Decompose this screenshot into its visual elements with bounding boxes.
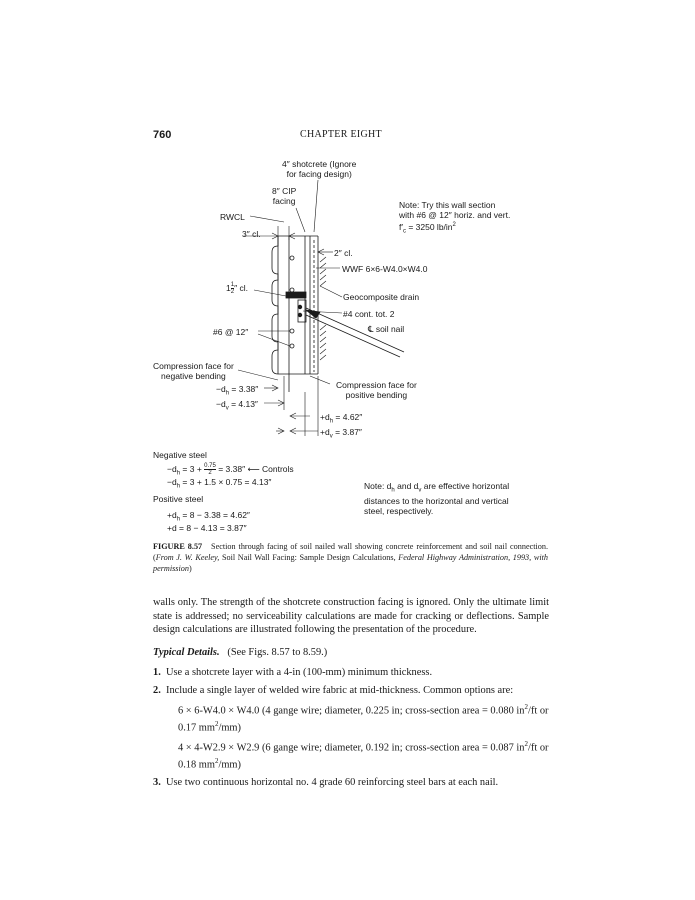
figure-caption: FIGURE 8.57 Section through facing of soil nailed wall showing concrete reinforcement and soil nail connection. (From J. W. Keeley, Soil Nail Wall Facing: Sample Design Calculations, Federal Highway Administration, 1993, with permission) [153, 542, 549, 573]
horizontal-bar [290, 256, 294, 260]
soil-hatching [320, 257, 326, 360]
list-item: 1. Use a shotcrete layer with a 4-in (100-mm) minimum thickness. [153, 667, 433, 679]
cip-facing-label: 8″ CIP facing [272, 186, 297, 206]
shotcrete-label: 4″ shotcrete (Ignore for facing design) [282, 159, 357, 179]
intro-paragraph: walls only. The strength of the shotcrete construction facing is ignored. Only the ultimate limit state is addressed; no serviceability calculations are made for cracking or deflections. Sample design calculations are illustrated following the presentation of the procedure. [153, 597, 549, 636]
soil-nail-label: ℄ soil nail [368, 324, 405, 334]
bearing-plate [286, 292, 306, 298]
body-text [153, 596, 549, 793]
one-half-clear-label: 1 $\frac{1}{2}$ ″ cl. [226, 282, 248, 295]
page-number: 760 [153, 129, 172, 141]
pos-dh-label: $+d_h = 4.62''$ [320, 412, 363, 425]
arrow-left-icon: ⟵ [247, 463, 260, 474]
negative-steel-line-2: $-d_h = 3 + 1.5 \times 0.75 = 4.13''$ [167, 477, 272, 490]
positive-steel-heading: Positive steel [153, 494, 204, 504]
cont-bar-4 [298, 305, 302, 309]
neg-dh-label: $-d_h = 3.38''$ [216, 384, 259, 397]
bar-spacing-label: #6 @ 12″ [213, 327, 249, 337]
cont-bar-label: #4 cont. tot. 2 [343, 309, 395, 319]
chapter-title: CHAPTER EIGHT [300, 129, 382, 140]
neg-dv-label: $-d_v = 4.13''$ [216, 399, 258, 412]
wall-section-note: Note: Try this wall section with #6 @ 12″ horiz. and vert. $f'_c = 3250$ $lb/in^2$ [399, 200, 511, 235]
negative-steel-line-1: $-d_h = 3$ + $\frac{0.75}{2}$ = 3.38″ ⟵ Controls [167, 463, 294, 477]
list-item: 3. Use two continuous horizontal no. 4 grade 60 reinforcing steel bars at each nail. [153, 776, 499, 788]
effective-distance-note: Note: $d_h$ and $d_v$ are effective horizontal distances to the horizontal and vertical steel, respectively. [364, 481, 510, 516]
geocomposite-drain-label: Geocomposite drain [343, 292, 420, 302]
three-inch-clear-label: 3″ cl. [242, 229, 261, 239]
horizontal-bar [290, 288, 294, 292]
positive-steel-line-1: $+d_h = 8 - 3.38 = 4.62''$ [167, 510, 250, 523]
compression-negative-label: Compression face for negative bending [153, 361, 234, 381]
figure-id: FIGURE 8.57 [153, 542, 203, 551]
section-heading: Typical Details. (See Figs. 8.57 to 8.59.) [153, 646, 328, 658]
wire-option: 4 × 4-W2.9 × W2.9 (6 gange wire; diameter, 0.192 in; cross-section area = 0.087 $in^2/ft$ or 0.18 $mm^2/mm$) [178, 739, 549, 771]
wire-option: 6 × 6-W4.0 × W4.0 (4 gange wire; diameter, 0.225 in; cross-section area = 0.080 $in^2/ft$ or 0.17 $mm^2/mm$) [178, 702, 549, 734]
list-item: 2. Include a single layer of welded wire fabric at mid-thickness. Common options are: 6 × 6-W4.0 × W4.0 (4 gange wire; diameter, 0.225 in; cross-section area = 0.080 $in^2/ft$ or 0.17 $mm^2/mm$) 4 × 4-W2.9 × W2.9 (6 gange wire; diameter, 0.192 in; cross-section area = 0.087 $in^2/ft$ or 0.18 $mm^2/mm$) [153, 684, 549, 771]
compression-positive-label: Compression face for positive bending [336, 380, 417, 400]
horizontal-bar [290, 344, 294, 348]
cont-bar-4 [298, 313, 302, 317]
centerline-icon: ℄ [368, 324, 374, 334]
horizontal-bar [290, 329, 294, 333]
positive-steel-line-2: +d = 8 − 4.13 = 3.87″ [167, 523, 247, 533]
pos-dv-label: $+d_v = 3.87''$ [320, 427, 362, 440]
wwf-label: WWF 6×6-W4.0×W4.0 [342, 264, 428, 274]
negative-steel-heading: Negative steel [153, 450, 207, 460]
details-list [153, 666, 549, 789]
two-inch-clear-label: 2″ cl. [334, 248, 353, 258]
rwcl-label: RWCL [220, 212, 245, 222]
